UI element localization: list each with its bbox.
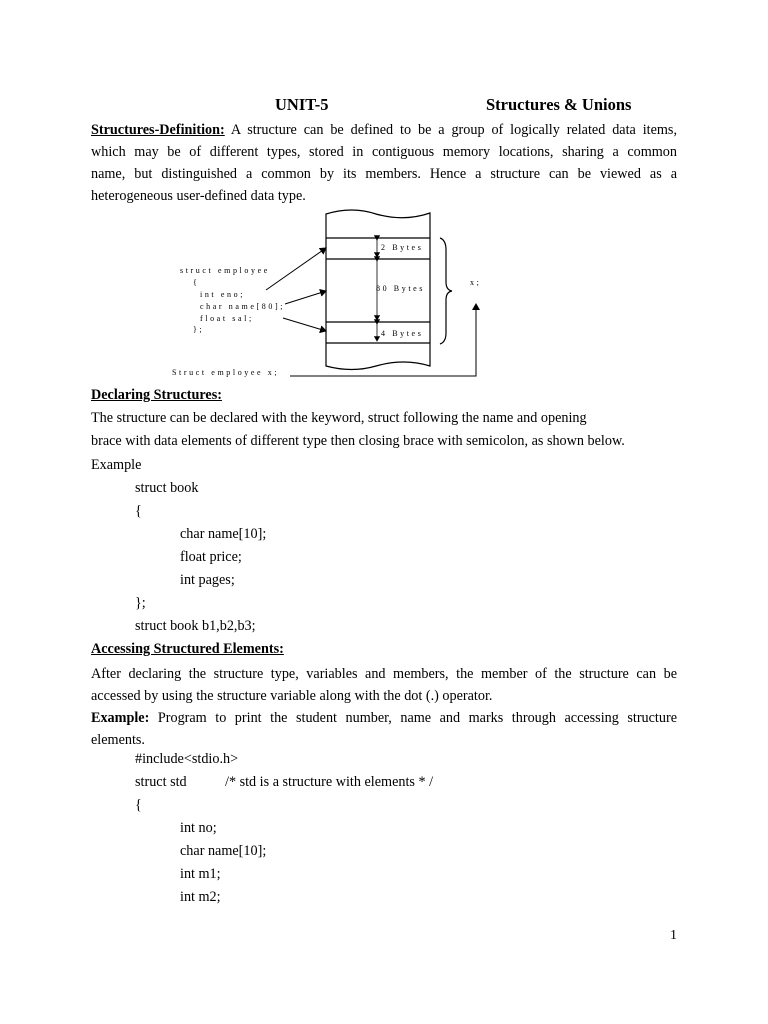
declaring-example-label: Example [91,457,142,473]
declaration-label: Struct employee x; [172,368,280,377]
size-label-2-bytes: 2 Bytes [381,243,424,252]
code-line: char name[10]; [180,526,267,542]
accessing-paragraph [91,663,677,707]
variable-label: x; [470,278,482,287]
declaring-heading: Declaring Structures: [91,387,222,403]
diagram-code-line: int eno; [200,290,246,299]
example-label: Example: [91,710,150,726]
code-line: struct std [135,774,187,790]
declaring-line-1: The structure can be declared with the keyword, struct following the name and opening [91,410,587,426]
definition-line-2: which may be of different types, stored in contiguous memory locations, sharing a common [91,144,677,160]
diagram-code-line: }; [193,325,205,334]
code-line: }; [135,595,146,611]
accessing-heading: Accessing Structured Elements: [91,641,284,657]
pointer-arrow [283,318,326,331]
size-label-80-bytes: 80 Bytes [376,284,426,293]
definition-label: Structures-Definition: [91,122,225,138]
brace-icon [440,238,452,344]
code-line: char name[10]; [180,843,267,859]
diagram-code-line: struct employee [180,266,270,275]
example-paragraph [91,707,677,751]
definition-line-4: heterogeneous user-defined data type. [91,188,306,204]
code-line: int no; [180,820,217,836]
code-line: struct book b1,b2,b3; [135,618,256,634]
diagram-code-line: char name[80]; [200,302,286,311]
code-line: { [135,503,142,519]
code-line: int pages; [180,572,235,588]
diagram-code-line: float sal; [200,314,254,323]
pointer-arrow [266,248,326,290]
accessing-line-2: accessed by using the structure variable along with the dot (.) operator. [91,688,493,704]
pointer-arrow [285,291,326,304]
code-line: int m1; [180,866,221,882]
code-line: struct book [135,480,199,496]
definition-line-1: A structure can be defined to be a group of logically related data items, [230,122,678,138]
page-number: 1 [670,928,677,943]
variable-arrow [290,304,476,376]
example-line-1: Program to print the student number, name and marks through accessing structure [157,710,677,726]
definition-line-3: name, but distinguished a common by its members. Hence a structure can be viewed as a [91,166,677,182]
code-line: int m2; [180,889,221,905]
code-comment: /* std is a structure with elements * / [225,774,434,790]
accessing-line-1: After declaring the structure type, variables and members, the member of the structure can be [91,666,677,682]
code-line: { [135,797,142,813]
size-label-4-bytes: 4 Bytes [381,329,424,338]
topic-title: Structures & Unions [486,95,632,114]
unit-title: UNIT-5 [275,95,329,114]
code-line: #include<stdio.h> [135,751,239,767]
example-line-2: elements. [91,732,145,748]
declaring-line-2: brace with data elements of different type then closing brace with semicolon, as shown below. [91,433,625,449]
code-line: float price; [180,549,242,565]
diagram-code-line: { [193,278,200,287]
